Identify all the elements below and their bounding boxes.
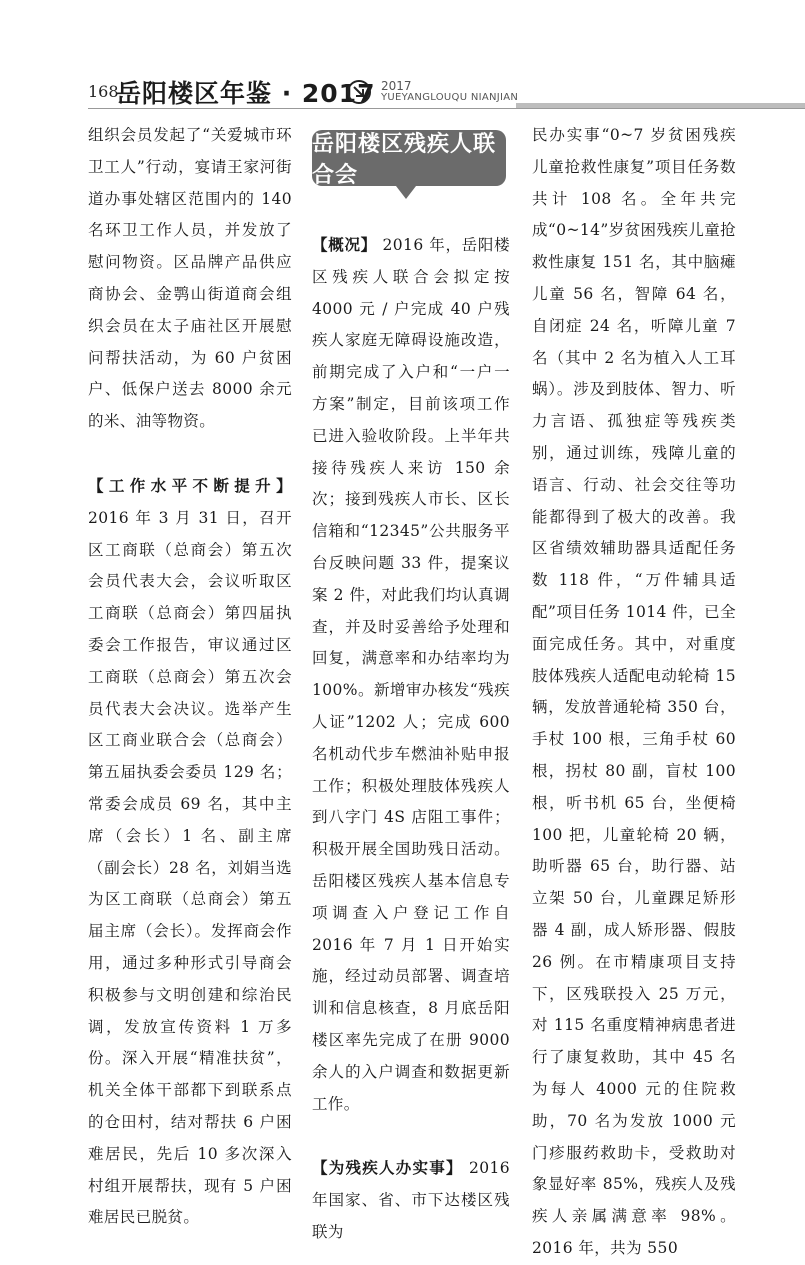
section-heading: 【为残疾人办实事】 (312, 1158, 463, 1178)
page-header (0, 0, 805, 110)
paragraph (88, 470, 292, 1234)
column-right (532, 120, 736, 1265)
section-heading: 【概况】 (312, 235, 377, 254)
section-banner: 岳阳楼区残疾人联合会 (312, 130, 506, 186)
paragraph: 民办实事“0~7 岁贫困残疾儿童抢救性康复”项目任务数共计 108 名。全年共完成“0~14”岁贫困残疾儿童抢救性康复 151 名，其中脑瘫儿童 56 名，智障 64 名，自闭症 24 名，听障儿童 7 名（其中 2 名为植入人工耳蜗）。涉及到肢体、智力、听力言语、孤独症等残疾类别，通过训练，残障儿童的语言、行动、社会交往等功能都得到了极大的改善。我区省绩效辅助器具适配任务数 118 件，“万件辅具适配”项目任务 1014 件，已全面完成任务。其中，对重度肢体残疾人适配电动轮椅 15 辆，发放普通轮椅 350 台，手杖 100 根，三角手杖 60 根，拐杖 80 副，盲杖 100 根，听书机 65 台，坐便椅 100 把，儿童轮椅 20 辆，助听器 65 台，助行器、站立架 50 台，儿童踝足矫形器 4 副，成人矫形器、假肢 26 例。在市精康项目支持下，区残联投入 25 万元，对 115 名重度精神病患者进行了康复救助，其中 45 名为每人 4000 元的住院救助，70 名为发放 1000 元门疹服药救助卡，受救助对象显好率 85%，残疾人及残疾人亲属满意率 98%。2016 年，共为 550 (532, 126, 736, 1257)
page-number: 168 (88, 82, 119, 101)
banner-pointer (396, 186, 416, 199)
circle-arrow-icon (346, 79, 372, 105)
paragraph-body: 2016 年国家、省、市下达楼区残联为 (312, 1159, 510, 1241)
section-heading: 【工作水平不断提升】 (88, 475, 292, 495)
paragraph-body: 2016 年 3 月 31 日，召开区工商联（总商会）第五次会员代表大会，会议听取区工商联（总商会）第四届执委会工作报告，审议通过区工商联（总商会）第五次会员代表大会决议。选举产生区工商业联合会（总商会）第五届执委会委员 129 名；常委会成员 69 名，其中主席（会长）1 名、副主席（副会长）28 名，刘娟当选为区工商联（总商会）第五届主席（会长）。发挥商会作用，通过多种形式引导商会积极参与文明创建和综治民调，发放宣传资料 1 万多份。深入开展“精准扶贫”，机关全体干部都下到联系点的仓田村，结对帮扶 6 户困难居民，先后 10 多次深入村组开展帮扶，现有 5 户困难居民已脱贫。 (88, 508, 292, 1227)
paragraph (312, 1152, 510, 1248)
header-divider (88, 108, 805, 109)
header-year: 2017 (381, 79, 412, 93)
book-title: 岳阳楼区年鉴 · 2017 (116, 79, 376, 108)
paragraph-body: 2016 年，岳阳楼区残疾人联合会拟定按 4000 元 / 户完成 40 户残疾人家庭无障碍设施改造，前期完成了入户和“一户一方案”制定，目前该项工作已进入验收阶段。上半年共接待残疾人来访 150 余次；接到残疾人市长、区长信箱和“12345”公共服务平台反映问题 33 件，提案议案 2 件，对此我们均认真调查，并及时妥善给予处理和回复，满意率和办结率均为 100%。新增审办核发“残疾人证”1202 人；完成 600 名机动代步车燃油补贴申报工作；积极处理肢体残疾人到八字门 4S 店阻工事件；积极开展全国助残日活动。岳阳楼区残疾人基本信息专项调查入户登记工作自 2016 年 7 月 1 日开始实施，经过动员部署、调查培训和信息核查，8 月底岳阳楼区率先完成了在册 9000 余人的入户调查和数据更新工作。 (312, 236, 511, 1113)
paragraph: 组织会员发起了“关爱城市环卫工人”行动，宴请王家河街道办事处辖区范围内的 140 名环卫工作人员，并发放了慰问物资。区品牌产品供应商协会、金鹗山街道商会组织会员在太子庙社区开展慰问帮扶活动，为 60 户贫困户、低保户送去 8000 余元的米、油等物资。 (88, 126, 292, 431)
column-middle (312, 229, 510, 1249)
paragraph (312, 229, 510, 1120)
column-left (88, 120, 292, 1234)
header-pinyin: YUEYANGLOUQU NIANJIAN (381, 92, 519, 103)
